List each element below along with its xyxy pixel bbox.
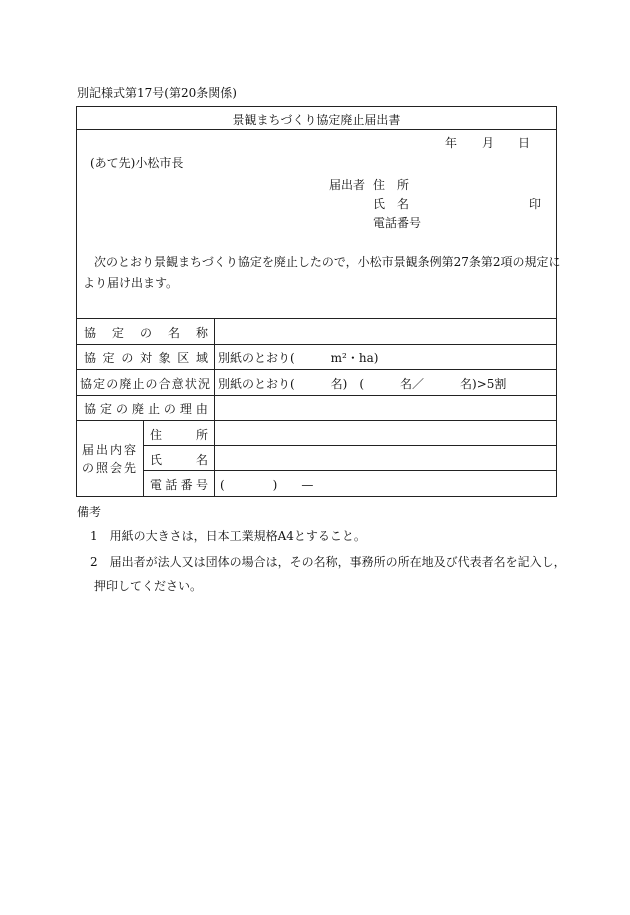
label-char: 協 [80,377,93,391]
label-text [84,400,208,417]
applicant-name-label: 氏 名 [373,197,410,211]
label-char: 止 [147,402,160,416]
date-year-label: 年 [445,136,458,150]
label-char: 区 [177,351,190,365]
label-char: 状 [184,377,197,391]
label-char: 象 [158,351,171,365]
date-day-label: 日 [518,136,531,150]
label-char: 話 [165,478,178,492]
note-item-2: 2 届出者が法人又は団体の場合は，その名称，事務所の所在地及び代表者名を記入し， [90,555,566,569]
label-char: 定 [93,377,106,391]
agreement-name-label [84,324,208,341]
contact-address-label [150,426,208,443]
applicant-phone-label: 電話番号 [373,216,422,230]
label-text [84,349,208,366]
label-text [150,451,208,468]
label-text [80,375,210,392]
form-title: 景観まちづくり協定廃止届出書 [232,113,401,127]
label-char: 住 [150,428,163,442]
label-char: 域 [195,351,208,365]
label-char: 止 [132,377,145,391]
label-char: の [163,402,176,416]
label-char: の [115,402,128,416]
abolition-consent-label [80,375,210,392]
note-item-2-continued: 押印してください。 [94,579,203,593]
label-char: 電 [150,478,163,492]
applicant-label: 届出者 [329,178,366,192]
label-char: 号 [195,478,208,492]
label-char: 由 [195,402,208,416]
body-text-line-1: 次のとおり景観まちづくり協定を廃止したので，小松市景観条例第27条第2項の規定に [94,255,561,269]
addressee: (あて先)小松市長 [90,156,184,170]
contact-phone-label [150,476,208,493]
label-text [150,476,208,493]
contact-phone-value[interactable]: ( ) — [220,478,314,492]
label-text [84,324,208,341]
form-number: 別記様式第17号(第20条関係) [77,86,237,100]
label-char: 合 [158,377,171,391]
label-char: の [121,351,134,365]
label-char: 定 [102,351,115,365]
agreement-area-label [84,349,208,366]
label-char: 廃 [119,377,132,391]
label-char: 協 [84,351,97,365]
label-char: 況 [197,377,210,391]
label-char: 番 [180,478,193,492]
abolition-consent-value[interactable]: 別紙のとおり( 名) ( 名／ 名)>5割 [218,377,507,391]
label-char: 協 [84,326,97,340]
date-month-label: 月 [482,136,495,150]
label-char: 名 [195,453,208,467]
note-item-1: 1 用紙の大きさは，日本工業規格A4とすること。 [90,529,366,543]
seal-mark: 印 [529,197,542,211]
label-char: の [145,377,158,391]
label-char: 意 [171,377,184,391]
label-char: 定 [99,402,112,416]
label-char: 廃 [131,402,144,416]
label-char: 称 [195,326,208,340]
contact-name-label [150,451,208,468]
label-char: 協 [84,402,97,416]
label-char: 氏 [150,453,163,467]
label-char: 所 [195,428,208,442]
label-char: 対 [139,351,152,365]
label-char: 定 [111,326,124,340]
notes-heading: 備考 [77,505,102,519]
contact-group-label: 届出内容 の照会先 [81,443,138,475]
label-char: の [106,377,119,391]
applicant-address-label: 住 所 [373,178,410,192]
body-text-line-2: より届け出ます。 [83,276,179,290]
label-text [150,426,208,443]
abolition-reason-label [84,400,208,417]
label-char: の [139,326,152,340]
agreement-area-value[interactable]: 別紙のとおり( m²・ha) [218,351,379,365]
label-char: 理 [179,402,192,416]
label-char: 名 [167,326,180,340]
